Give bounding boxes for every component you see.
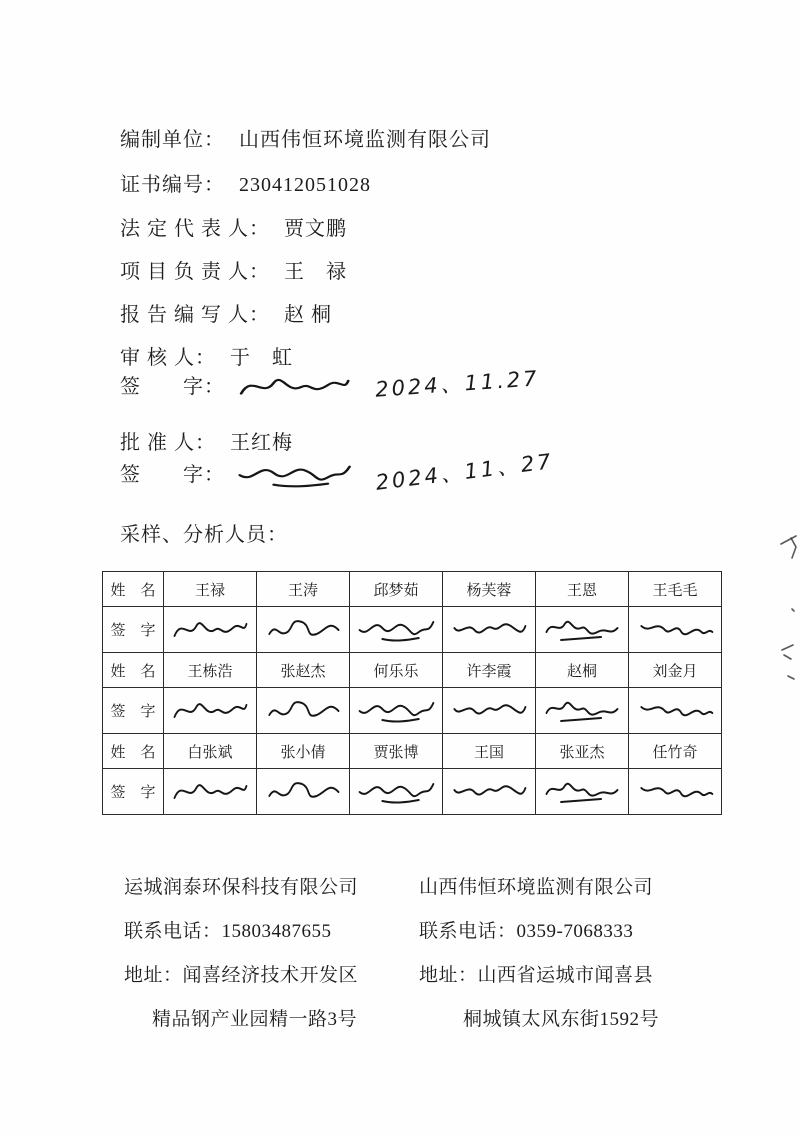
signature-line xyxy=(120,449,555,498)
person-signature-cell xyxy=(629,688,722,734)
footer-company-name: 山西伟恒环境监测有限公司 xyxy=(419,877,654,898)
person-signature-cell xyxy=(257,607,350,653)
handwritten-signature-张赵杰 xyxy=(262,691,344,725)
field-label: 证书编号： xyxy=(120,174,225,196)
handwritten-signature-王涛 xyxy=(262,610,344,644)
field-line xyxy=(120,298,332,324)
footer-phone: 联系电话：0359-7068333 xyxy=(419,921,634,942)
row-label-signature: 签 字 xyxy=(103,688,164,734)
person-name-cell: 邱梦茹 xyxy=(350,572,443,607)
footer-phone: 联系电话：15803487655 xyxy=(124,921,332,942)
row-label-signature: 签 字 xyxy=(103,607,164,653)
footer-address-line2: 桐城镇太风东街1592号 xyxy=(463,1009,660,1030)
personnel-table xyxy=(102,571,722,815)
handwritten-signature-何乐乐 xyxy=(355,691,437,725)
row-label-name: 姓 名 xyxy=(103,734,164,769)
field-label: 项 目 负 责 人： xyxy=(120,261,270,283)
field-line xyxy=(120,426,293,452)
field-label: 审 核 人： xyxy=(120,347,216,369)
field-line xyxy=(120,123,491,149)
footer-address-line2: 精品钢产业园精一路3号 xyxy=(152,1009,358,1030)
handwritten-signature-赵桐 xyxy=(541,691,623,725)
handwritten-signature-王红梅 xyxy=(233,454,355,490)
person-name-cell: 王栋浩 xyxy=(164,653,257,688)
person-signature-cell xyxy=(443,607,536,653)
field-value: 山西伟恒环境监测有限公司 xyxy=(239,129,491,151)
person-name-cell: 赵桐 xyxy=(536,653,629,688)
handwritten-signature-于虹 xyxy=(233,366,355,402)
person-name-cell: 王恩 xyxy=(536,572,629,607)
field-label: 编制单位： xyxy=(120,129,225,151)
handwritten-signature-白张斌 xyxy=(169,772,251,806)
footer-company-right xyxy=(419,872,659,1048)
person-signature-cell xyxy=(350,607,443,653)
person-name-cell: 杨芙蓉 xyxy=(443,572,536,607)
person-signature-cell xyxy=(536,769,629,815)
person-signature-cell xyxy=(443,688,536,734)
footer-address-line1: 地址：闻喜经济技术开发区 xyxy=(124,965,359,986)
field-label: 报 告 编 写 人： xyxy=(120,304,270,326)
person-name-cell: 张小倩 xyxy=(257,734,350,769)
person-signature-cell xyxy=(629,607,722,653)
person-signature-cell xyxy=(443,769,536,815)
field-label: 签 字： xyxy=(120,376,225,398)
handwritten-signature-王栋浩 xyxy=(169,691,251,725)
table-row-names xyxy=(103,653,722,688)
handwritten-signature-邱梦茹 xyxy=(355,610,437,644)
field-label: 签 字： xyxy=(120,464,225,486)
person-signature-cell xyxy=(257,769,350,815)
field-line xyxy=(120,255,347,281)
field-value: 王 禄 xyxy=(284,261,347,283)
page-edge-stray-marks xyxy=(776,532,800,692)
footer-company-left xyxy=(124,872,358,1048)
field-value: 赵 桐 xyxy=(284,304,332,326)
person-name-cell: 贾张博 xyxy=(350,734,443,769)
field-label: 法 定 代 表 人： xyxy=(120,218,270,240)
person-name-cell: 王国 xyxy=(443,734,536,769)
table-row-signatures xyxy=(103,688,722,734)
row-label-name: 姓 名 xyxy=(103,572,164,607)
field-value: 贾文鹏 xyxy=(284,218,347,240)
handwritten-signature-许李霞 xyxy=(448,691,530,725)
person-signature-cell xyxy=(536,688,629,734)
footer-company-name: 运城润泰环保科技有限公司 xyxy=(124,877,359,898)
person-name-cell: 何乐乐 xyxy=(350,653,443,688)
signature-line xyxy=(120,366,541,410)
field-line xyxy=(120,168,371,194)
field-value: 230412051028 xyxy=(239,174,371,196)
handwritten-signature-贾张博 xyxy=(355,772,437,806)
row-label-signature: 签 字 xyxy=(103,769,164,815)
person-name-cell: 张亚杰 xyxy=(536,734,629,769)
table-row-signatures xyxy=(103,769,722,815)
handwritten-signature-王恩 xyxy=(541,610,623,644)
person-signature-cell xyxy=(164,688,257,734)
footer-address-line1: 地址：山西省运城市闻喜县 xyxy=(419,965,654,986)
handwritten-signature-王毛毛 xyxy=(634,610,716,644)
person-name-cell: 王禄 xyxy=(164,572,257,607)
handwritten-signature-杨芙蓉 xyxy=(448,610,530,644)
handwritten-signature-张小倩 xyxy=(262,772,344,806)
row-label-name: 姓 名 xyxy=(103,653,164,688)
handwritten-date: 2024、11、27 xyxy=(374,449,555,495)
person-signature-cell xyxy=(164,607,257,653)
person-name-cell: 白张斌 xyxy=(164,734,257,769)
person-name-cell: 王涛 xyxy=(257,572,350,607)
handwritten-signature-张亚杰 xyxy=(541,772,623,806)
field-line xyxy=(120,341,293,367)
person-signature-cell xyxy=(350,769,443,815)
field-value: 于 虹 xyxy=(230,347,293,369)
field-label: 批 准 人： xyxy=(120,432,216,454)
field-line xyxy=(120,212,347,238)
person-name-cell: 张赵杰 xyxy=(257,653,350,688)
table-row-signatures xyxy=(103,607,722,653)
field-value: 王红梅 xyxy=(230,432,293,454)
section-heading: 采样、分析人员： xyxy=(120,524,288,546)
person-signature-cell xyxy=(164,769,257,815)
handwritten-date: 2024、11.27 xyxy=(374,366,541,402)
handwritten-signature-王禄 xyxy=(169,610,251,644)
person-signature-cell xyxy=(536,607,629,653)
person-signature-cell xyxy=(629,769,722,815)
person-name-cell: 刘金月 xyxy=(629,653,722,688)
person-signature-cell xyxy=(257,688,350,734)
handwritten-signature-刘金月 xyxy=(634,691,716,725)
person-signature-cell xyxy=(350,688,443,734)
table-row-names xyxy=(103,734,722,769)
person-name-cell: 许李霞 xyxy=(443,653,536,688)
handwritten-signature-王国 xyxy=(448,772,530,806)
person-name-cell: 任竹奇 xyxy=(629,734,722,769)
table-row-names xyxy=(103,572,722,607)
person-name-cell: 王毛毛 xyxy=(629,572,722,607)
handwritten-signature-任竹奇 xyxy=(634,772,716,806)
